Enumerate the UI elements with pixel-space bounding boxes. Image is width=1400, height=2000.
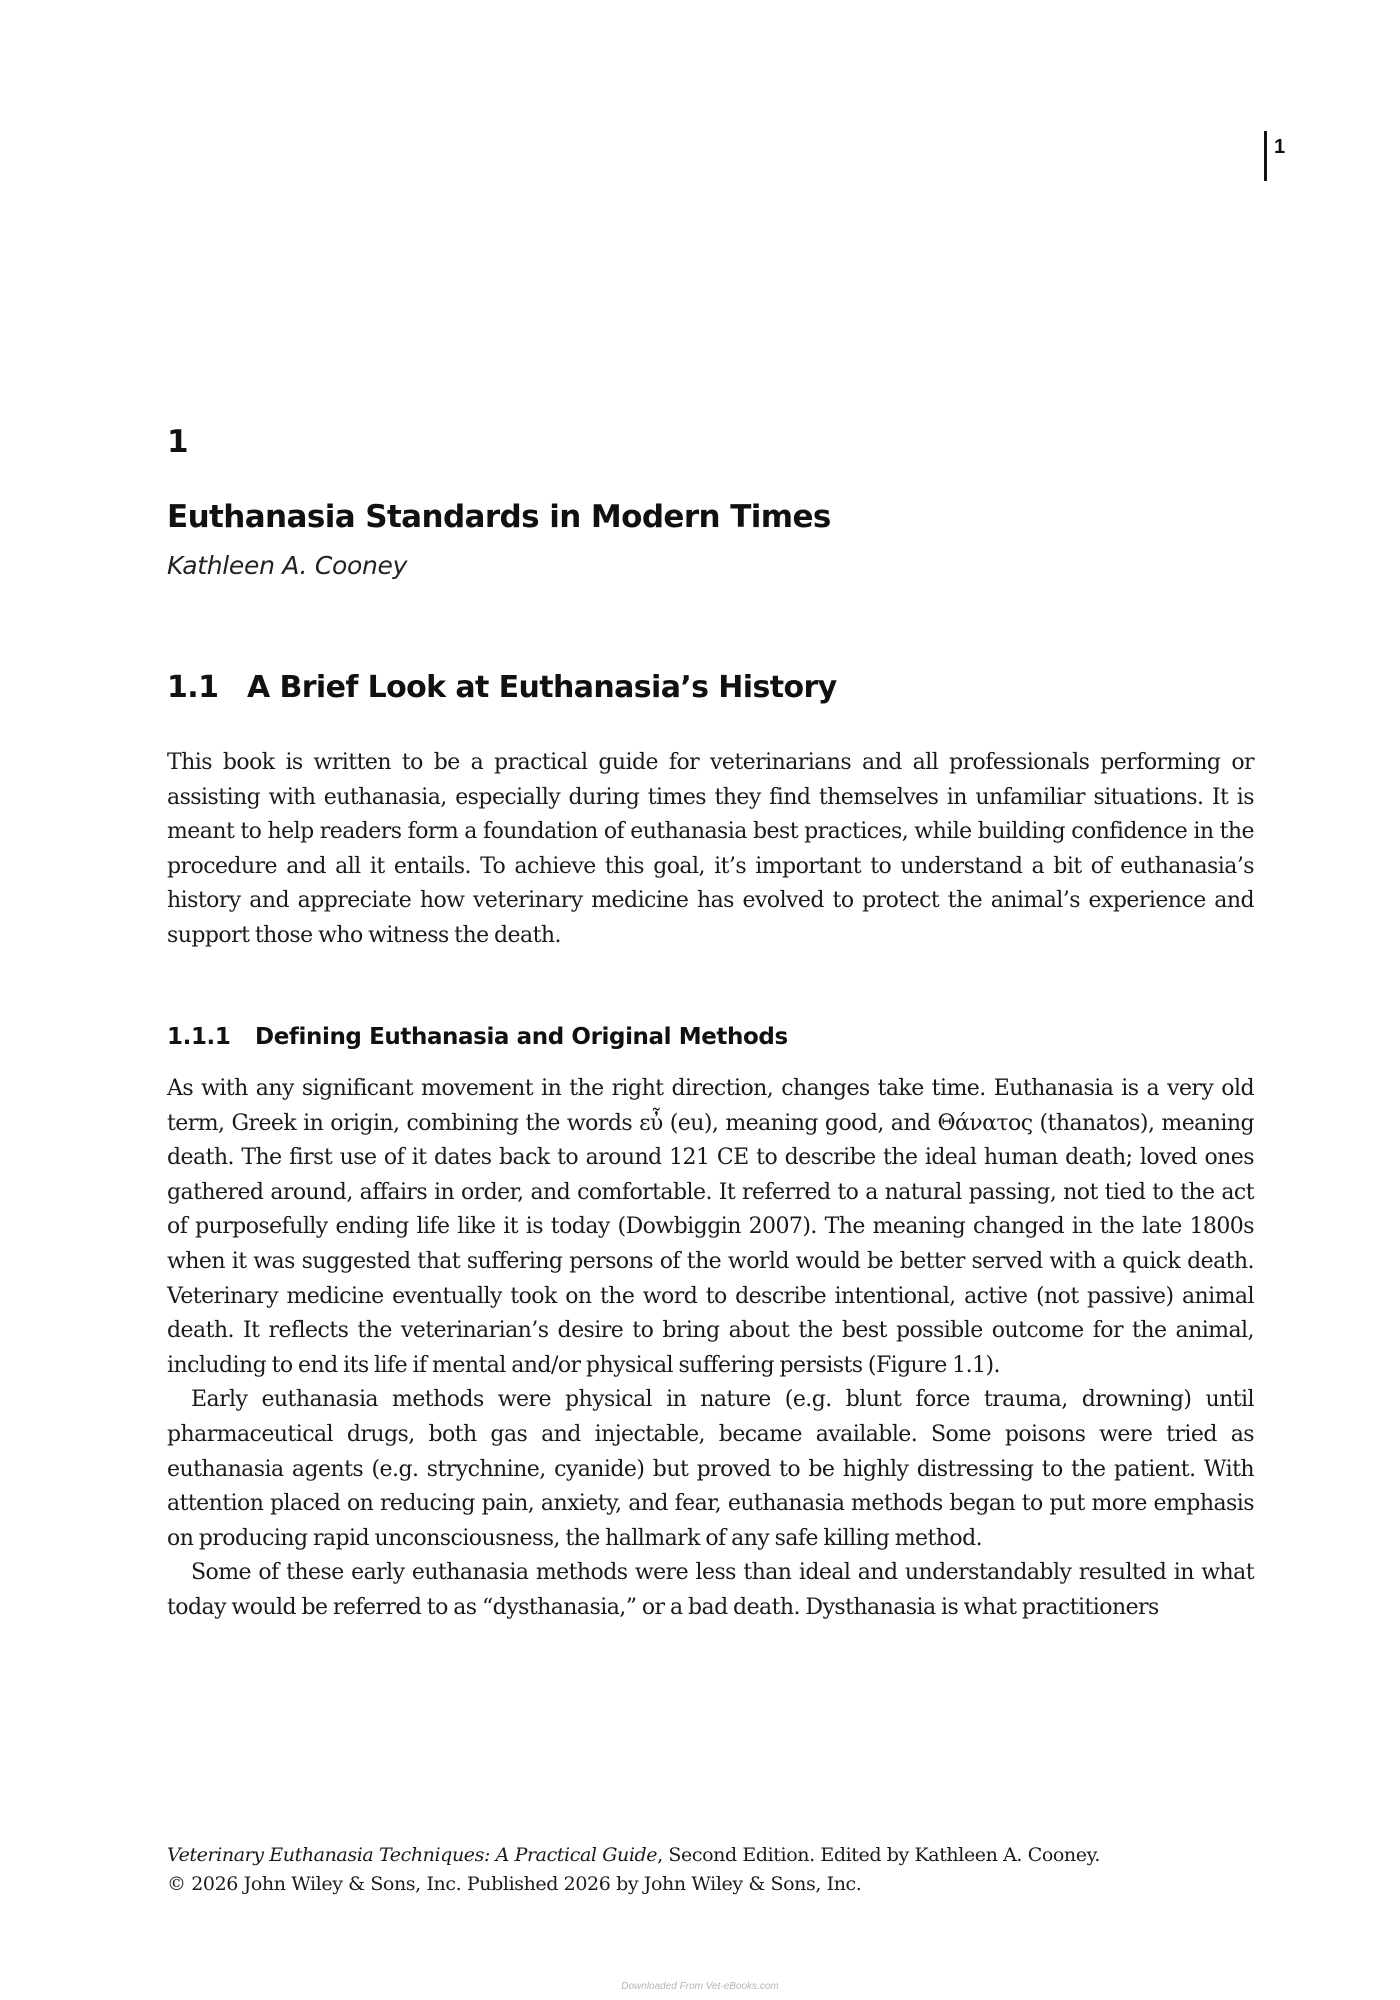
footer-copyright: © 2026 John Wiley & Sons, Inc. Published 2026 by John Wiley & Sons, Inc.	[167, 1873, 862, 1895]
page-number: 1	[1274, 136, 1286, 158]
subsection-title: Defining Euthanasia and Original Methods	[255, 1024, 788, 1050]
copyright-footer	[167, 1841, 1267, 1899]
watermark: Downloaded From Vet-eBooks.com	[621, 1981, 779, 1992]
chapter-title: Euthanasia Standards in Modern Times	[167, 499, 831, 535]
chapter-author: Kathleen A. Cooney	[167, 551, 408, 580]
section-heading	[167, 670, 837, 705]
subsection-body	[167, 1072, 1254, 1626]
subsection-number: 1.1.1	[167, 1024, 231, 1050]
footer-edition: , Second Edition. Edited by Kathleen A. Cooney.	[657, 1844, 1101, 1866]
section-body	[167, 746, 1254, 954]
body-paragraph: Early euthanasia methods were physical in nature (e.g. blunt force trauma, drowning) until pharmaceutical drugs, both gas and injectable, became available. Some poisons were tried as euthanasia agents (e.g. strychnine, cyanide) but proved to be highly distressing to the patient. With attention placed on reducing pain, anxiety, and fear, euthanasia methods began to put more emphasis on producing rapid unconsciousness, the hallmark of any safe killing method.	[167, 1387, 1254, 1551]
section-number: 1.1	[167, 670, 219, 705]
body-paragraph: This book is written to be a practical guide for veterinarians and all professionals performing or assisting with euthanasia, especially during times they find themselves in unfamiliar situations. It is meant to help readers form a foundation of euthanasia best practices, while building confidence in the procedure and all it entails. To achieve this goal, it’s important to understand a bit of euthanasia’s history and appreciate how veterinary medicine has evolved to protect the animal’s experience and support those who witness the death.	[167, 750, 1254, 948]
body-paragraph: Some of these early euthanasia methods were less than ideal and understandably resulted in what today would be referred to as “dysthanasia,” or a bad death. Dysthanasia is what practitioners	[167, 1560, 1254, 1620]
body-paragraph: As with any significant movement in the right direction, changes take time. Euthanasia is a very old term, Greek in origin, combining the words εὖ (eu), meaning good, and Θάνατος (thanatos), meaning death. The first use of it dates back to around 121 CE to describe the ideal human death; loved ones gathered around, affairs in order, and comfortable. It referred to a natural passing, not tied to the act of purposefully ending life like it is today (Dowbiggin 2007). The meaning changed in the late 1800s when it was suggested that suffering persons of the world would be better served with a quick death. Veterinary medicine eventually took on the word to describe intentional, active (not passive) animal death. It reflects the veterinarian’s desire to bring about the best possible outcome for the animal, including to end its life if mental and/or physical suffering persists (Figure 1.1).	[167, 1076, 1254, 1378]
page-number-rule	[1264, 131, 1267, 181]
subsection-heading	[167, 1024, 788, 1050]
section-title: A Brief Look at Euthanasia’s History	[247, 670, 837, 705]
footer-book-title: Veterinary Euthanasia Techniques: A Practical Guide	[167, 1844, 658, 1866]
footer-citation	[167, 1841, 1267, 1870]
chapter-number: 1	[167, 424, 189, 460]
